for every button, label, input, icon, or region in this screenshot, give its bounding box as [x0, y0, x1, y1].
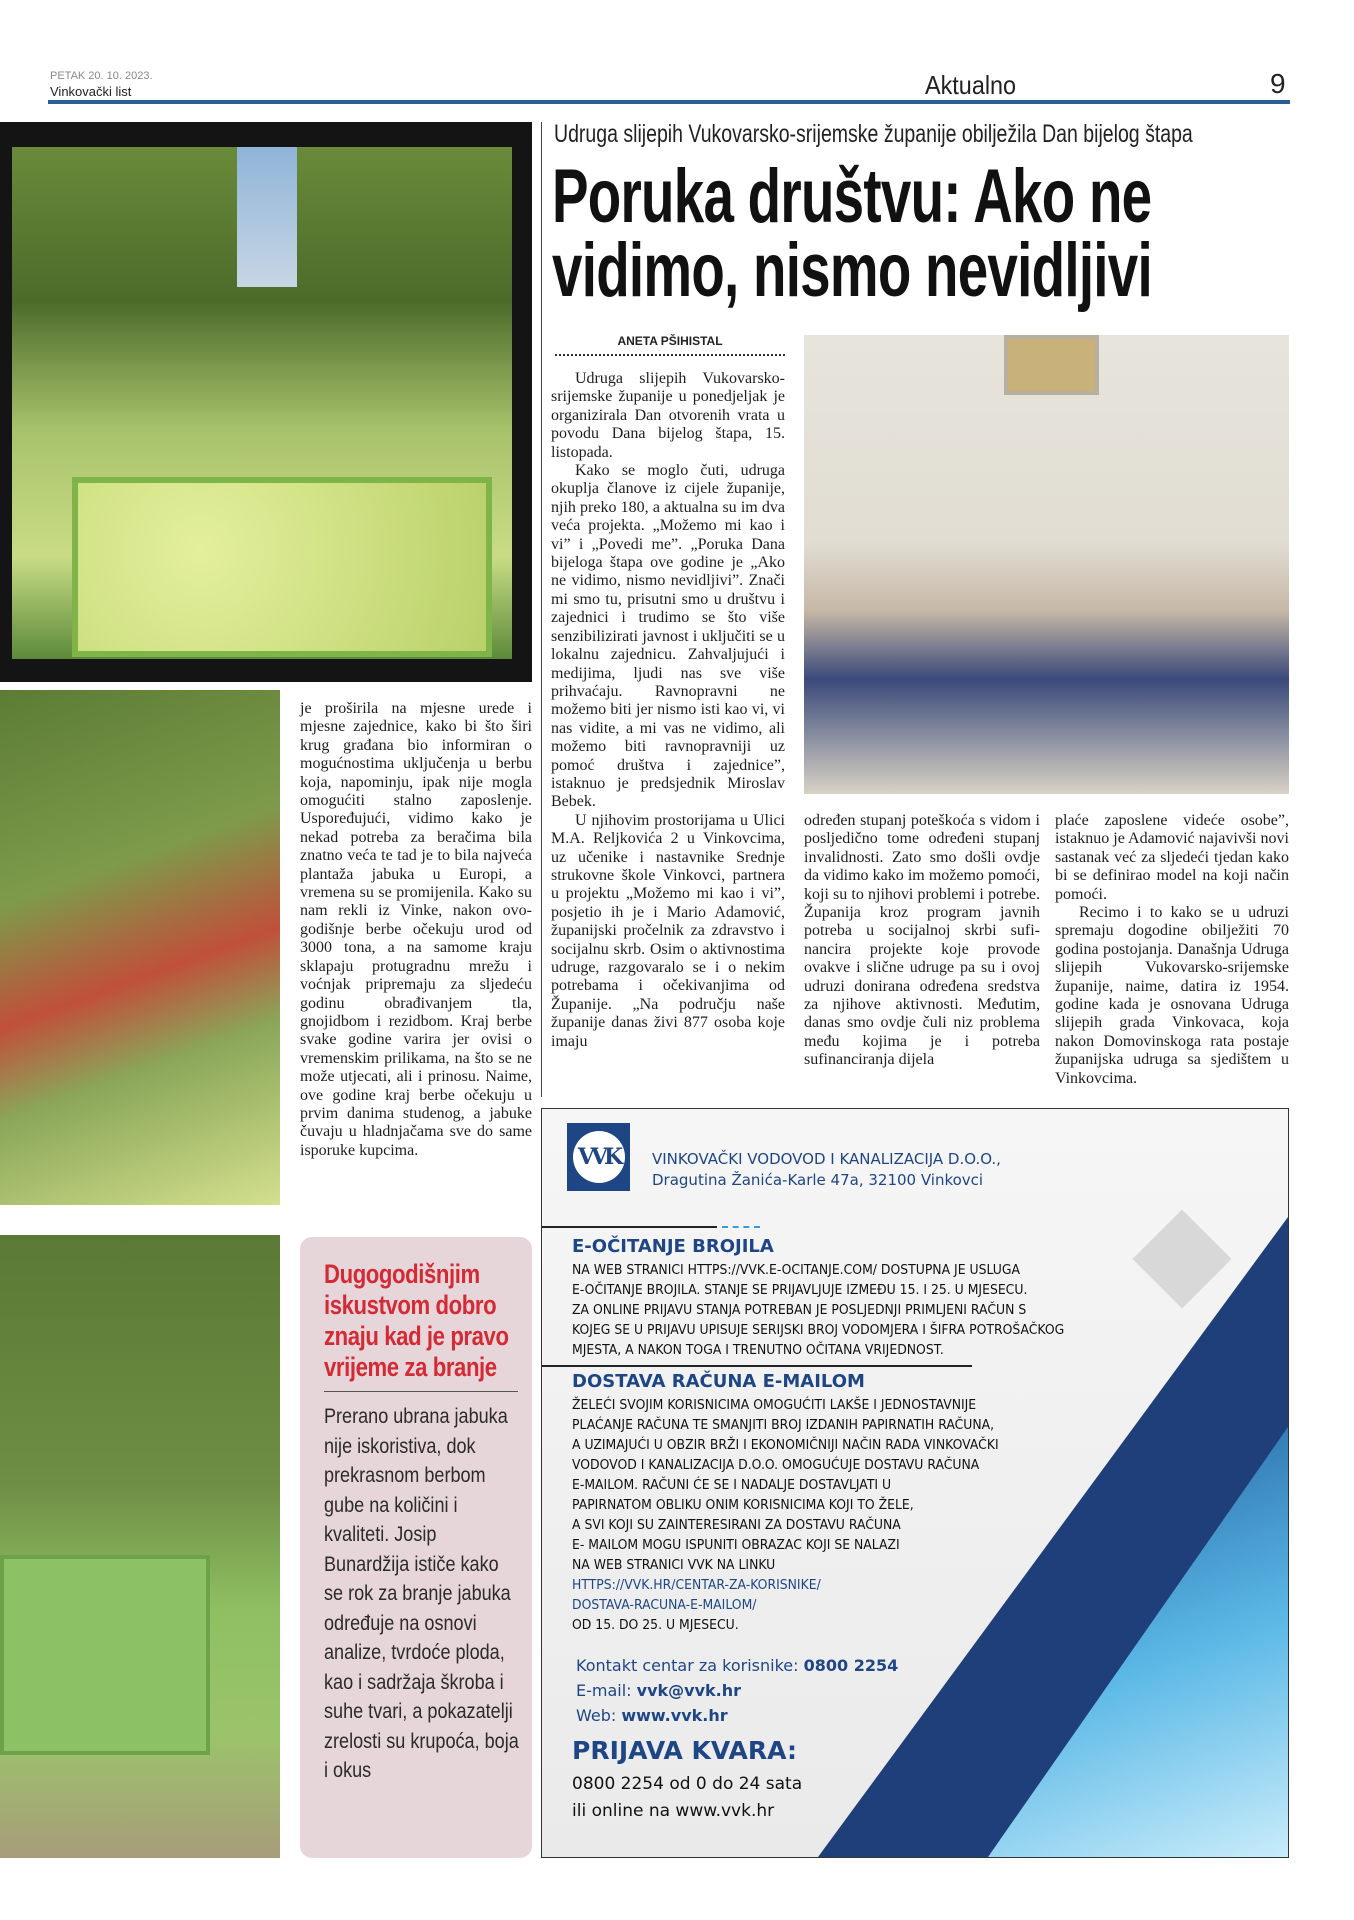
divider — [542, 1226, 717, 1228]
text-line: E- MAILOM MOGU ISPUNITI OBRAZAC KOJI SE NALAZI — [572, 1537, 900, 1553]
email-link[interactable]: vvk@vvk.hr — [636, 1681, 741, 1700]
text-line: VODOVOD I KANALIZACIJA D.O.O. OMOGUĆUJE DOSTAVU RAČUNA — [572, 1457, 980, 1473]
text-line: PAPIRNATOM OBLIKU ONIM KORISNICIMA KOJI TO ŽELE, — [572, 1497, 914, 1513]
section-title: DOSTAVA RAČUNA E-MAILOM — [572, 1371, 865, 1392]
text-line: A SVI KOJI SU ZAINTERESIRANI ZA DOSTAVU RAČUNA — [572, 1517, 901, 1533]
article-kicker: Udruga slijepih Vukovarsko-srijemske županije obilježila Dan bijelog štapa — [554, 120, 1193, 148]
text-line: NA WEB STRANICI HTTPS://VVK.E-OCITANJE.COM/ DOSTUPNA JE USLUGA — [572, 1262, 1020, 1278]
paragraph: Udruga slijepih Vukovarsko-srijemske županije u ponedjeljak je organizirala Dan otvorenih vrata u povodu Dana bijelog štapa, 15. listopada. — [551, 370, 785, 461]
divider — [324, 1391, 518, 1392]
vvk-logo-icon — [567, 1123, 630, 1191]
text-line: ŽELEĆI SVOJIM KORISNICIMA OMOGUĆITI LAKŠE I JEDNOSTAVNIJE — [572, 1397, 977, 1413]
text-line: E-OČITANJE BROJILA. STANJE SE PRIJAVLJUJE IZMEĐU 15. I 25. U MJESECU. — [572, 1282, 1028, 1298]
fault-report-title: PRIJAVA KVARA: — [572, 1736, 797, 1765]
article-column-2 — [804, 812, 1040, 1070]
contact-phone: 0800 2254 — [803, 1656, 899, 1675]
page-number: 9 — [1270, 68, 1286, 99]
sidebar-box — [300, 1237, 532, 1858]
apple-article-text — [300, 700, 532, 1160]
section-text — [572, 1260, 1064, 1360]
byline: ANETA PŠIHISTAL — [555, 334, 785, 356]
article-column-3 — [1055, 812, 1289, 1088]
text-line: A UZIMAJUĆI U OBZIR BRŽI I EKONOMIČNIJI NAČIN RADA VINKOVAČKI — [572, 1437, 999, 1453]
web-link[interactable]: www.vvk.hr — [621, 1706, 728, 1725]
divider-dash — [722, 1226, 760, 1228]
company-info — [652, 1149, 1001, 1191]
contact-info — [576, 1653, 898, 1728]
fault-report-text — [572, 1771, 802, 1825]
paragraph: U njihovim prostorijama u Ulici M.A. Reljkovića 2 u Vinkovcima, uz učenike i nastavnike Srednje strukovne škole Vinkovci, partnera u projektu „Možemo mi kao i vi”, posjetio ih je i Mario Adamović, županijski pročelnik za zdravstvo i socijalnu skrb. Osim o aktivnostima udruge, razgovaralo se i o nekim potrebama i očekivanjima od Županije. „Na području naše županije danas živi 877 osoba koje imaju — [551, 811, 785, 1050]
text-line: 0800 2254 od 0 do 24 sata — [572, 1774, 803, 1794]
sidebar-text: Prerano ubrana jabuka nije iskoristiva, dok prekrasnom berbom gube na količini i kvaliteti. Josip Bunardžija ističe kako se rok za branje jabuka određuje na osnovi analize, tvrdoće ploda, kao i sadržaja škroba i suhe tvari, a pokazatelji zrelosti su krupoća, boja i okus — [324, 1405, 519, 1782]
text-line: E-MAILOM. RAČUNI ĆE SE I NADALJE DOSTAVLJATI U — [572, 1477, 892, 1493]
paragraph: plaće zaposlene videće osobe”, istaknuo je Adamović najavivši novi sastanak već za sljedeći tjedan kako bi se definirao model na koji način pomoći. — [1055, 812, 1289, 903]
headline-line: Poruka društvu: Ako ne — [552, 154, 1152, 239]
logo-text: VVK — [573, 1131, 625, 1183]
section-title: Aktualno — [925, 70, 1017, 100]
email-billing-link[interactable]: HTTPS://VVK.HR/CENTAR-ZA-KORISNIKE/ — [572, 1577, 821, 1593]
company-name: VINKOVAČKI VODOVOD I KANALIZACIJA D.O.O., — [652, 1150, 1001, 1168]
paragraph: određen stupanj poteškoća s vidom i posljedično tome određeni stupanj invalidnosti. Zato smo došli ovdje da vidimo kako im možemo pomoći, koji su to njihovi problemi i potrebe. Županija kroz program javnih potreba u socijalnoj skrbi sufinancira projekte koje provode ovakve i slične udruge pa su i ovoj udruzi donirana određena sredstva za njihove aktivnosti. Međutim, danas smo ovdje čuli niz problema među kojima je i potreba sufinanciranja dijela — [804, 812, 1040, 1069]
text-line: PLAĆANJE RAČUNA TE SMANJITI BROJ IZDANIH PAPIRNATIH RAČUNA, — [572, 1417, 995, 1433]
text-line: MJESTA, A NAKON TOGA I TRENUTNO OČITANA VRIJEDNOST. — [572, 1342, 944, 1358]
company-address: Dragutina Žanića-Karle 47a, 32100 Vinkovci — [652, 1171, 984, 1189]
association-photo — [804, 335, 1289, 794]
divider — [542, 1365, 972, 1367]
text-line: OD 15. DO 25. U MJESECU. — [572, 1617, 739, 1633]
email-label: E-mail: — [576, 1681, 637, 1700]
email-billing-link[interactable]: DOSTAVA-RACUNA-E-MAILOM/ — [572, 1597, 757, 1613]
orchard-photo — [0, 122, 532, 682]
sidebar-title: Dugogodišnjim iskustvom dobro znaju kad je pravo vrijeme za branje — [324, 1259, 509, 1382]
headline-line: vidimo, nismo nevidljivi — [552, 228, 1152, 313]
vvk-advertisement — [541, 1108, 1289, 1858]
contact-label: Kontakt centar za korisnike: — [576, 1656, 804, 1675]
paragraph: Recimo i to kako se u udruzi spremaju dogodine obilježiti 70 godina postojanja. Današnja Udruga slijepih Vukovarsko-srijemske županije, naime, datira iz 1954. godine kada je osnovana Udruga slijepih grada Vinkovaca, koja nakon Domovinskoga rata postaje županijska udruga sa sjedištem u Vinkovcima. — [1055, 904, 1289, 1087]
article-column-1 — [551, 370, 785, 1051]
paragraph: Kako se moglo čuti, udruga okuplja članove iz cijele županije, njih preko 180, a aktualna su im dva veća projekta. „Možemo mi kao i vi” i „Povedi me”. „Poruka Dana bijeloga štapa ove godine je „Ako ne vidimo, nismo nevidljivi”. Znači mi smo tu, prisutni smo u društvu i zajednici i trudimo se što više senzibilizirati javnost i uključiti se u lokalnu zajednicu. Zahvaljujući i medijima, ljudi nas sve više prihvaćaju. Ravnopravni ne možemo biti jer nismo isti kao vi, vi nas vidite, a mi vas ne vidimo, ali možemo biti ravnopravniji uz pomoć društva i zajednice”, istaknuo je predsjednik Miroslav Bebek. — [551, 462, 785, 811]
paragraph: je proširila na mjesne urede i mjesne zajednice, kako bi što širi krug građana bio informiran o mogućnostima uključenja u berbu koja, napominju, ipak nije mogla omogućiti stalno zaposlenje. Uspoređujući, vidimo kako je nekad potreba za beračima bila znatno veća te tad je to bila najveća plantaža jabuka u Europi, a vremena su se promijenila. Kako su nam rekli iz Vinke, nakon ovogodišnje berbe očekuju urod od 3000 tona, a na samome kraju sklapaju protugradnu mrežu i voćnjak pripremaju za sljedeću godinu obrađivanjem tla, gnojidbom i rezidbom. Kraj berbe svake godine varira jer ovisi o vremenskim prilikama, na što se ne može utjecati, ali i prinosu. Naime, ove godine kraj berbe očekuju u prvim danima studenog, a jabuke čuvaju u hladnjačama sve do same isporuke kupcima. — [300, 700, 532, 1159]
text-line: NA WEB STRANICI VVK NA LINKU — [572, 1557, 776, 1573]
article-headline — [552, 154, 1152, 313]
crate-photo — [0, 1235, 280, 1858]
issue-date: PETAK 20. 10. 2023. — [50, 70, 153, 82]
pickers-photo — [0, 690, 280, 1205]
text-line: ili online na www.vvk.hr — [572, 1801, 775, 1821]
section-text — [572, 1395, 999, 1635]
section-title: E-OČITANJE BROJILA — [572, 1236, 774, 1257]
header-rule — [48, 100, 1290, 104]
newspaper-name: Vinkovački list — [50, 84, 132, 99]
column-divider — [541, 122, 542, 1097]
web-label: Web: — [576, 1706, 622, 1725]
text-line: KOJEG SE U PRIJAVU UPISUJE SERIJSKI BROJ VODOMJERA I ŠIFRA POTROŠAČKOG — [572, 1322, 1065, 1338]
text-line: ZA ONLINE PRIJAVU STANJA POTREBAN JE POSLJEDNJI PRIMLJENI RAČUN S — [572, 1302, 1027, 1318]
